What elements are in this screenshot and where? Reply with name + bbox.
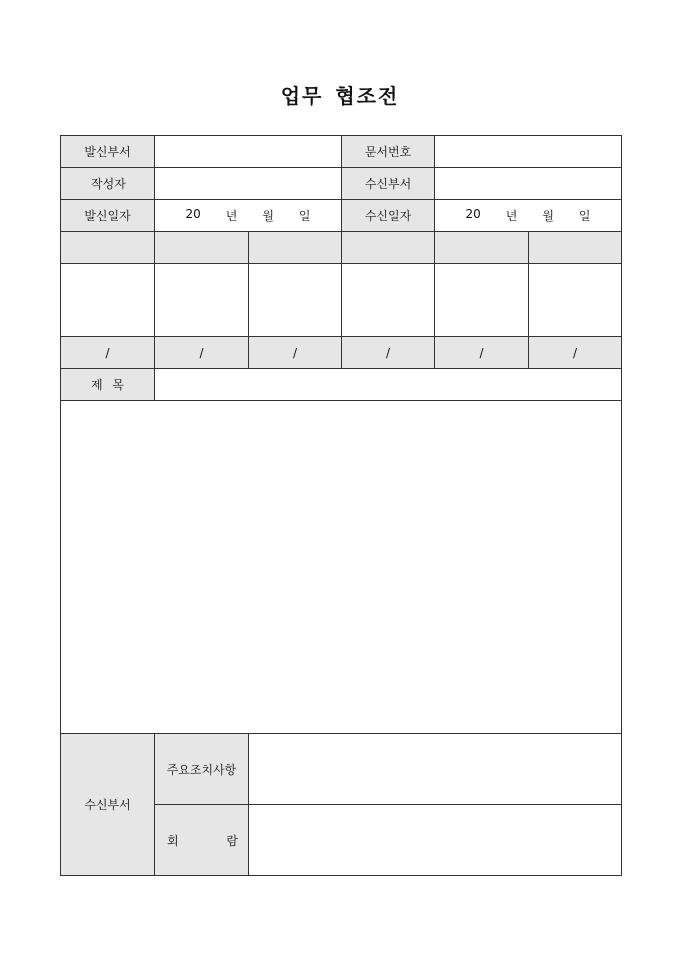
send-date-label: 발신일자 <box>61 200 155 232</box>
circulation-char: 람 <box>226 833 238 848</box>
approval-date-cell[interactable]: / <box>529 337 622 369</box>
signature-cell[interactable] <box>435 264 529 337</box>
year-unit: 년 <box>225 209 238 223</box>
approval-header-cell[interactable] <box>529 232 622 264</box>
main-action-label: 주요조치사항 <box>155 734 249 805</box>
signature-cell[interactable] <box>529 264 622 337</box>
author-char: 자 <box>114 177 126 191</box>
signature-cell[interactable] <box>342 264 435 337</box>
month-unit: 월 <box>262 209 274 223</box>
approval-header-cell[interactable] <box>155 232 249 264</box>
year-unit: 년 <box>505 209 518 223</box>
doc-number-label: 문서번호 <box>342 136 435 168</box>
year-prefix: 20 <box>465 207 481 221</box>
year-prefix: 20 <box>185 207 201 221</box>
approval-date-cell[interactable]: / <box>435 337 529 369</box>
sender-dept-label: 발신부서 <box>61 136 155 168</box>
main-action-field[interactable] <box>249 734 622 805</box>
author-char: 성 <box>102 177 115 191</box>
signature-cell[interactable] <box>61 264 155 337</box>
recv-date-field[interactable] <box>435 200 622 232</box>
recv-date-label: 수신일자 <box>342 200 435 232</box>
circulation-char: 회 <box>167 833 179 848</box>
author-field[interactable] <box>155 168 342 200</box>
approval-header-cell[interactable] <box>61 232 155 264</box>
sender-dept-field[interactable] <box>155 136 342 168</box>
cooperation-form <box>60 135 622 876</box>
signature-cell[interactable] <box>155 264 249 337</box>
receiver-dept-label: 수신부서 <box>342 168 435 200</box>
author-label <box>61 168 155 200</box>
month-unit: 월 <box>542 209 554 223</box>
title-part-1: 업무 <box>280 84 324 108</box>
document-title <box>0 80 680 109</box>
subject-char: 제 <box>91 378 103 392</box>
subject-label <box>61 369 155 401</box>
approval-date-cell[interactable]: / <box>249 337 342 369</box>
receiver-dept-field[interactable] <box>435 168 622 200</box>
approval-header-cell[interactable] <box>342 232 435 264</box>
circulation-field[interactable] <box>249 805 622 876</box>
subject-field[interactable] <box>155 369 622 401</box>
signature-cell[interactable] <box>249 264 342 337</box>
day-unit: 일 <box>298 209 311 223</box>
approval-date-cell[interactable]: / <box>61 337 155 369</box>
body-content-area[interactable] <box>61 401 622 734</box>
approval-date-cell[interactable]: / <box>155 337 249 369</box>
send-date-field[interactable] <box>155 200 342 232</box>
approval-header-cell[interactable] <box>435 232 529 264</box>
approval-date-cell[interactable]: / <box>342 337 435 369</box>
title-part-2: 협조전 <box>335 84 400 108</box>
subject-char: 목 <box>112 378 124 392</box>
approval-header-cell[interactable] <box>249 232 342 264</box>
day-unit: 일 <box>578 209 591 223</box>
circulation-label <box>155 805 249 876</box>
author-char: 작 <box>91 177 103 191</box>
doc-number-field[interactable] <box>435 136 622 168</box>
receiver-dept-bottom-label: 수신부서 <box>61 734 155 876</box>
